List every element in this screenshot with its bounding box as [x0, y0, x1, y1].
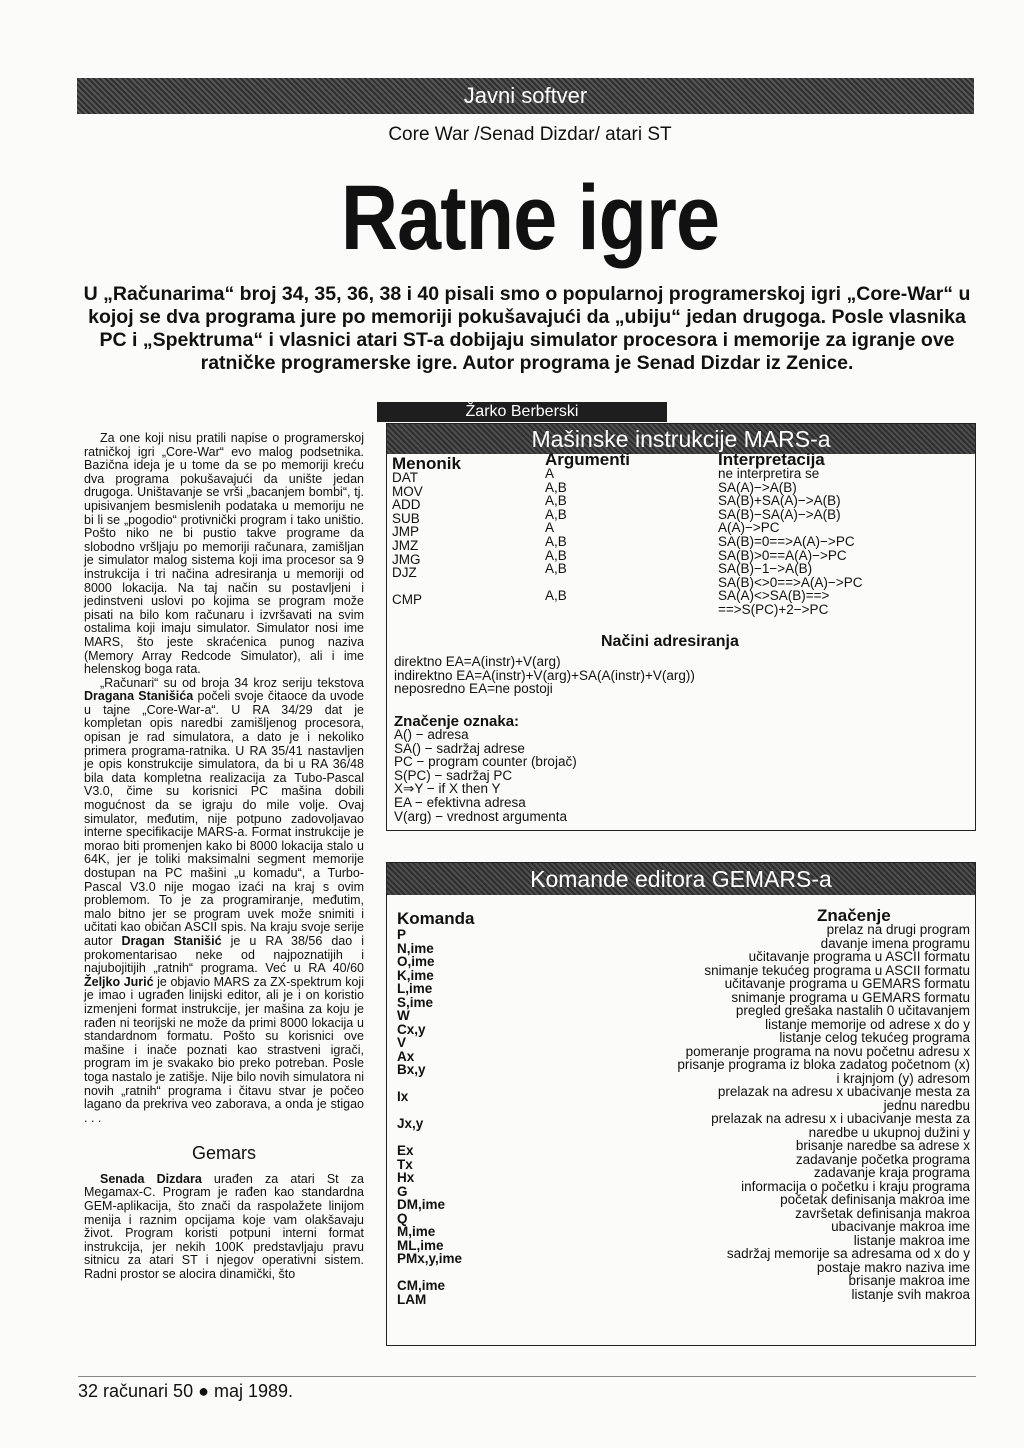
addressing-item: neposredno EA=ne postoji	[394, 681, 553, 697]
text-run: je u RA 38/56 dao i prokomentarisao neke od najpoznatijih i najubojitijih „ratnih“ programa. Već u RA 40/60	[84, 933, 364, 976]
meaning-item: brisanje naredbe sa adrese x	[795, 1138, 970, 1153]
command-item: Ax	[397, 1048, 415, 1064]
interpretation-item: SA(B)−1−>A(B)	[718, 561, 813, 577]
author-name: Dragan Stanišić	[121, 933, 222, 948]
command-item: Tx	[397, 1156, 413, 1172]
body-paragraph	[84, 1173, 364, 1282]
gemars-commands-box	[386, 862, 976, 1346]
text-run: urađen za atari St za Megamax-C. Program je rađen kao standardna GEM-aplikacija, što znači da raspolažete linijom menija i raznim opcijama koje vam olakšavaju život. Program koristi potpuni interni format instrukcija, jer nekih 100K predstavljaju pravu sitnicu za atari ST i njegov operativni sistem. Radni prostor se alocira dinamički, što	[84, 1171, 364, 1282]
meaning-item: i krajnjom (y) adresom	[836, 1070, 970, 1086]
legend-item: V(arg) − vrednost argumenta	[394, 808, 567, 824]
argument-item: A,B	[545, 506, 567, 522]
gemars-box-title: Komande editora GEMARS-a	[387, 863, 975, 895]
interpretation-item: A(A)−>PC	[718, 520, 780, 536]
meaning-item: zadavanje početka programa	[795, 1151, 970, 1167]
command-item: CM,ime	[397, 1278, 446, 1293]
argument-item	[545, 576, 567, 590]
interpretation-item: SA(A)−>A(B)	[718, 479, 797, 495]
command-item: L,ime	[397, 981, 433, 996]
mnemonic-item: CMP	[392, 592, 422, 608]
command-item	[397, 1104, 462, 1118]
meaning-item: prelazak na adresu x i ubacivanje mesta za	[711, 1111, 970, 1126]
meaning-item: listanje makroa ime	[853, 1232, 970, 1248]
mars-instructions-box	[386, 423, 976, 831]
section-heading: Gemars	[191, 1143, 256, 1164]
meaning-item: postaje makro naziva ime	[816, 1259, 970, 1275]
command-item: S,ime	[397, 994, 434, 1010]
argument-item: A	[545, 520, 555, 536]
mnemonic-item: ADD	[392, 497, 421, 513]
meaning-item: listanje memorije od adrese x do y	[765, 1016, 970, 1032]
mnemonic-header: Menonik	[392, 454, 461, 473]
command-item: Q	[397, 1210, 408, 1226]
legend-title: Značenje oznaka:	[394, 713, 520, 730]
addressing-item: direktno EA=A(instr)+V(arg)	[394, 654, 561, 669]
command-item: M,ime	[397, 1224, 436, 1239]
command-list	[397, 928, 462, 1306]
arguments-list	[545, 467, 567, 617]
text-run: počeli svoje čitaoce da uvode u tajne „Core-War-a“. U RA 34/29 dat je kompletan opis naredbi zamišljenog procesora, opisan je rad simulatora, a dato je i nekoliko primera programa-ratnika. U RA 35/41 nastavljen je opis konstrukcije simulatora, da bi u RA 36/48 bila data kompletna realizacija za Tubo-Pascal V3.0, čime su korisnici PC mašina dobili mogućnost da se igraju do mile volje. Ovaj simulator, međutim, nije potpuno zadovoljavao interne specifikacije MARS-a. Format instrukcije je morao biti promenjen kako bi 8000 lokacija stalo u 64K, jer je toliki maksimalni segment memorije dostupan na PC mašini „u komadu“, a Turbo-Pascal V3.0 nije mogao izaći na kraj s ovim problemom. To je za programiranje, međutim, malo bitno jer se program uvek može snimiti i učitati kao običan ASCII spis. Na kraju svoje serije autor	[84, 689, 364, 948]
command-item	[397, 1266, 462, 1280]
meaning-item: davanje imena programu	[820, 935, 970, 951]
mnemonic-item: DJZ	[392, 565, 417, 581]
argument-item: A,B	[545, 588, 567, 604]
interpretation-item: SA(B)=0==>A(A)−>PC	[718, 533, 855, 549]
command-item: Ex	[397, 1143, 414, 1158]
meaning-item: snimanje programa u GEMARS formatu	[731, 989, 970, 1005]
footer-rule	[78, 1376, 976, 1377]
meaning-item: prelazak na adresu x ubacivanje mesta za	[717, 1084, 970, 1099]
mnemonic-list	[392, 471, 423, 621]
meaning-item: informacija o početku i kraju programa	[741, 1178, 970, 1194]
page-footer: 32 računari 50 ● maj 1989.	[78, 1381, 293, 1401]
interpretation-item: ne interpretira se	[718, 466, 820, 481]
author-byline: Žarko Berberski	[377, 402, 667, 422]
mnemonic-item: SUB	[392, 510, 420, 526]
text-run: je objavio MARS za ZX-spektrum koji je imao i ugrađen linijski editor, ali je i on koristio izmenjeni format instrukcije, jer mašina za koju je rađen ni teorijski ne može da primi 8000 lokacija u standardnom formatu. Pošto su korisnici ove mašine i inače poznati kao strastveni igrači, program im je svakako bio preko potreban. Posle toga nastalo je zatišje. Nije bilo novih simulatora ni novih „ratnih“ programa i čitavu stvar je počeo lagano da prekriva veo zaborava, a onda je stigao . . .	[84, 974, 364, 1125]
legend-item: EA − efektivna adresa	[394, 794, 526, 810]
legend-item: PC − program counter (brojač)	[394, 754, 577, 770]
command-item: DM,ime	[397, 1197, 446, 1212]
argument-item	[545, 603, 567, 617]
legend-item: S(PC) − sadržaj PC	[394, 767, 513, 783]
command-item: Jx,y	[397, 1116, 424, 1131]
addressing-list	[394, 655, 695, 696]
mnemonic-item: JMZ	[392, 537, 419, 553]
mars-box-title: Mašinske instrukcije MARS-a	[387, 424, 975, 454]
command-item: W	[397, 1008, 410, 1023]
meaning-item: jednu naredbu	[883, 1097, 970, 1113]
meaning-item: ubacivanje makroa ime	[831, 1219, 970, 1234]
argument-item: A,B	[545, 479, 567, 495]
meaning-item: snimanje tekućeg programa u ASCII formatu	[704, 962, 970, 978]
legend-list	[394, 728, 577, 823]
author-name: Senada Dizdara	[100, 1171, 202, 1186]
mnemonic-item: JMG	[392, 551, 421, 567]
article-headline: Ratne igre	[340, 167, 720, 269]
meaning-item: listanje svih makroa	[851, 1286, 970, 1302]
interpretation-list	[718, 467, 862, 617]
mnemonic-item: DAT	[392, 470, 418, 485]
meaning-item: naredbe u ukupnoj dužini y	[808, 1124, 970, 1140]
command-header: Komanda	[397, 909, 475, 928]
command-item: ML,ime	[397, 1237, 444, 1253]
article-subtitle: Core War /Senad Dizdar/ atari ST	[388, 124, 672, 145]
section-banner: Javni softver	[77, 78, 974, 114]
mnemonic-item	[392, 580, 423, 594]
meaning-item: učitavanje programa u ASCII formatu	[748, 949, 970, 964]
meaning-item: prelaz na drugi program	[826, 922, 970, 937]
meaning-list	[677, 923, 970, 1301]
command-item: Hx	[397, 1170, 415, 1185]
meaning-item: sadržaj memorije sa adresama od x do y	[726, 1246, 970, 1261]
command-item: PMx,y,ime	[397, 1251, 463, 1266]
meaning-item: listanje celog tekućeg programa	[779, 1030, 970, 1045]
interpretation-item: SA(B)+SA(A)−>A(B)	[718, 493, 841, 509]
interpretation-header: Interpretacija	[718, 450, 825, 469]
author-name: Željko Jurić	[84, 974, 154, 989]
meaning-item: pregled grešaka nastalih 0 učitavanjem	[735, 1003, 970, 1018]
command-item: P	[397, 927, 407, 942]
text-run: „Računari“ su od broja 34 kroz seriju tekstova	[100, 675, 364, 690]
meaning-item: zadavanje kraja programa	[813, 1165, 970, 1180]
legend-item: A() − adresa	[394, 727, 469, 742]
article-lead: U „Računarima“ broj 34, 35, 36, 38 i 40 pisali smo o popularnoj programerskoj igri „Core-War“ u kojoj se dva programa jure po memoriji pokušavajući da „ubiju“ jedan drugoga. Posle vlasnika PC i „Spektruma“ i vlasnici atari ST-a dobijaju simulator procesora i memorije za igranje ove ratničke programerske igre. Autor programa je Senad Dizdar iz Zenice.	[83, 283, 971, 374]
command-item: LAM	[397, 1291, 427, 1307]
body-paragraph	[84, 677, 364, 1126]
interpretation-item: ==>S(PC)+2−>PC	[718, 601, 829, 617]
interpretation-item: SA(B)−SA(A)−>A(B)	[718, 506, 841, 522]
command-item	[397, 1131, 462, 1145]
command-item: N,ime	[397, 940, 434, 956]
command-item: Ix	[397, 1089, 409, 1104]
argument-item: A,B	[545, 547, 567, 563]
argument-item: A	[545, 466, 555, 481]
author-name: Dragana Stanišića	[84, 689, 194, 704]
command-item: Bx,y	[397, 1062, 426, 1077]
arguments-header: Argumenti	[545, 450, 630, 469]
mnemonic-item: JMP	[392, 524, 419, 540]
mnemonic-item: MOV	[392, 483, 423, 499]
meaning-item: početak definisanja makroa ime	[780, 1192, 970, 1207]
body-column	[84, 432, 364, 1282]
argument-item: A,B	[545, 533, 567, 549]
legend-item: SA() − sadržaj adrese	[394, 740, 525, 756]
meaning-item: završetak definisanja makroa	[795, 1205, 970, 1221]
command-item: Cx,y	[397, 1021, 426, 1037]
argument-item: A,B	[545, 493, 567, 509]
command-item: G	[397, 1183, 408, 1199]
meaning-item: pomeranje programa na novu početnu adresu x	[685, 1043, 970, 1059]
meaning-item: učitavanje programa u GEMARS formatu	[724, 976, 970, 991]
argument-item: A,B	[545, 561, 567, 577]
command-item: O,ime	[397, 954, 435, 969]
command-item: V	[397, 1035, 407, 1050]
addressing-item: indirektno EA=A(instr)+V(arg)+SA(A(instr)+V(arg))	[394, 667, 695, 683]
addressing-title: Načini adresiranja	[601, 633, 739, 650]
legend-item: X⇒Y − if X then Y	[394, 781, 501, 797]
meaning-item: prisanje programa iz bloka zadatog početnom (x)	[677, 1057, 970, 1072]
interpretation-item: SA(B)>0==A(A)−>PC	[718, 547, 847, 563]
mnemonic-item	[392, 607, 423, 621]
command-item	[397, 1077, 462, 1091]
body-paragraph: Za one koji nisu pratili napise o programerskoj ratničkoj igri „Core-War“ evo malog podsetnika. Bazična ideja je u tome da se po memoriji kreću dva programa pokušavajući da unište jedan drugoga. Uništavanje se vrši „bacanjem bombi“, tj. upisivanjem besmislenih podataka u memoriju ne bi li se „pogodio“ protivnički program i tako uništio. Pošto niko ne bi pustio takve programe da slobodno vršljaju po memoriji računara, zamišljan je simulator malog sistema koji ima procesor sa 9 instrukcija i tri načina adresiranja u memoriji od 8000 lokacija. Na taj način su postavljeni i jedinstveni uslovi po kojima se program može pisati na bilo kom računaru i izvršavati na svim ostalima koji imaju simulator. Simulator nosi ime MARS, što jeste skraćenica punog naziva (Memory Array Redcode Simulator), ali i ime helenskog boga rata.	[84, 431, 364, 677]
meaning-header: Značenje	[817, 906, 891, 925]
command-item: K,ime	[397, 967, 434, 983]
interpretation-item: SA(B)<>0==>A(A)−>PC	[718, 574, 863, 590]
interpretation-item: SA(A)<>SA(B)==>	[718, 588, 830, 604]
meaning-item: brisanje makroa ime	[848, 1273, 970, 1288]
